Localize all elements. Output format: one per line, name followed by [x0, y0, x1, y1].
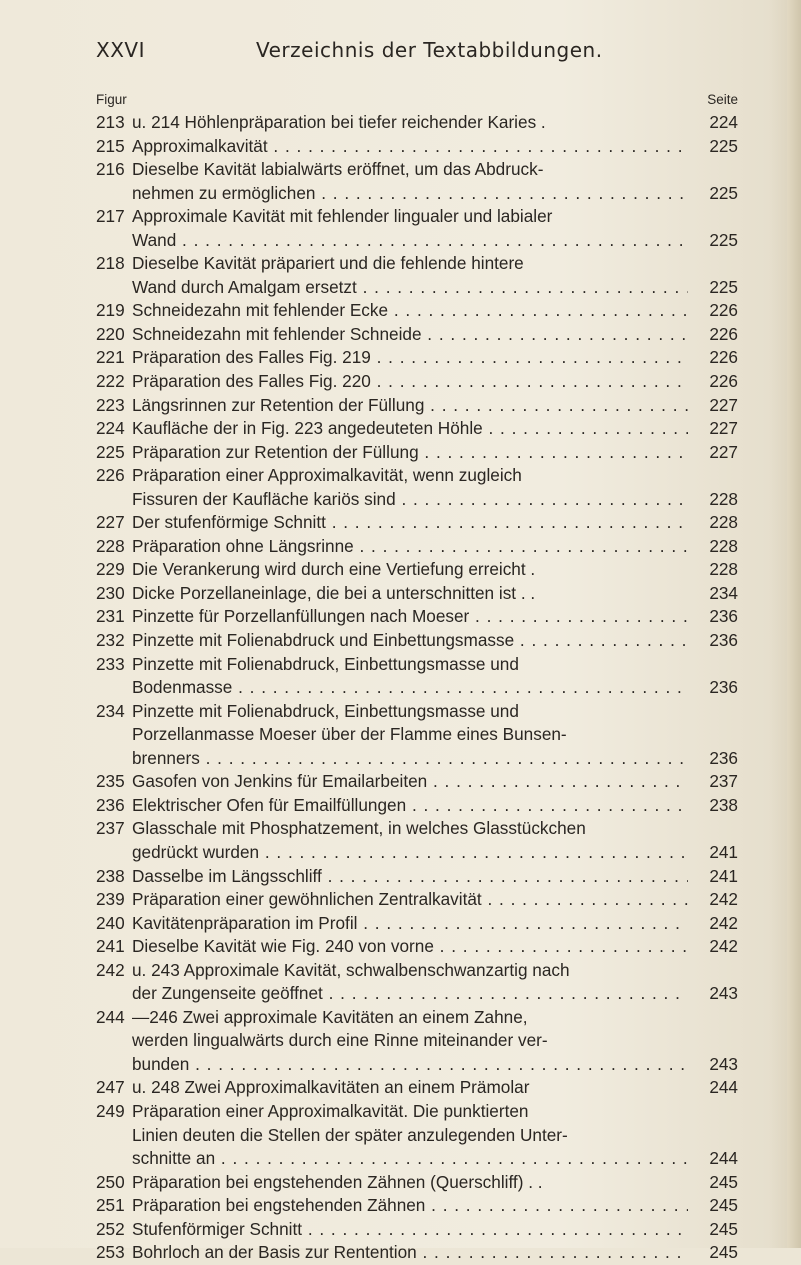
page-reference: 236 [709, 747, 738, 768]
figure-number: 228 [96, 535, 125, 556]
list-item [96, 158, 738, 205]
list-item [96, 1100, 738, 1171]
entry-line [96, 1006, 738, 1030]
figure-number: 247 [96, 1077, 125, 1098]
list-item [96, 959, 738, 1006]
entry-text: Wand durch Amalgam ersetzt . . . [132, 276, 688, 300]
entry-text: Die Verankerung wird durch eine Vertiefung erreicht . [132, 559, 536, 580]
column-header-page: Seite [707, 92, 738, 107]
entry-line [96, 629, 738, 653]
page-reference: 241 [709, 841, 738, 862]
entry-text: Präparation zur Retention der Füllung . . . [132, 441, 688, 465]
entry-line [96, 205, 738, 229]
list-item [96, 252, 738, 299]
entry-text: Bohrloch an der Basis zur Rentention . . . [132, 1241, 688, 1265]
figure-number: 231 [96, 606, 125, 627]
list-item [96, 299, 738, 323]
page-reference: 242 [709, 912, 738, 933]
page-reference: 245 [709, 1242, 738, 1263]
figure-number: 216 [96, 159, 125, 180]
page-reference: 236 [709, 630, 738, 651]
page-reference: 226 [709, 323, 738, 344]
entry-line [96, 582, 738, 606]
entry-line [96, 1171, 738, 1195]
list-item [96, 1218, 738, 1242]
entry-text: Glasschale mit Phosphatzement, in welches Glasstückchen [132, 818, 586, 839]
page-reference: 227 [709, 418, 738, 439]
entry-line [96, 135, 738, 159]
entry-text: brenners . . . [132, 747, 688, 771]
entry-text: bunden . . . [132, 1053, 688, 1077]
entry-text: Fissuren der Kaufläche kariös sind . . . [132, 488, 688, 512]
entry-text: gedrückt wurden . . . [132, 841, 688, 865]
entry-line [96, 111, 738, 135]
list-item [96, 558, 738, 582]
figure-list [96, 111, 738, 1265]
entry-line [96, 888, 738, 912]
entry-text: der Zungenseite geöffnet . . . [132, 982, 688, 1006]
entry-line [96, 1029, 738, 1053]
figure-number: 250 [96, 1171, 125, 1192]
figure-number: 224 [96, 418, 125, 439]
entry-line [96, 1124, 738, 1148]
entry-line [96, 323, 738, 347]
list-item [96, 417, 738, 441]
entry-text: Präparation einer Approximalkavität, wenn zugleich [132, 465, 522, 486]
entry-line [96, 770, 738, 794]
page-reference: 244 [709, 1148, 738, 1169]
page-reference: 236 [709, 606, 738, 627]
list-item [96, 888, 738, 912]
entry-text: Präparation bei engstehenden Zähnen (Querschliff) . . [132, 1171, 543, 1192]
page-reference: 241 [709, 865, 738, 886]
page-reference: 227 [709, 394, 738, 415]
figure-number: 229 [96, 559, 125, 580]
list-item [96, 794, 738, 818]
entry-text: Dasselbe im Längsschliff . . . [132, 865, 688, 889]
page-reference: 234 [709, 582, 738, 603]
entry-line [96, 511, 738, 535]
figure-number: 233 [96, 653, 125, 674]
figure-number: 223 [96, 394, 125, 415]
figure-number: 225 [96, 441, 125, 462]
entry-line [96, 488, 738, 512]
figure-number: 230 [96, 582, 125, 603]
entry-line [96, 1076, 738, 1100]
entry-line [96, 252, 738, 276]
entry-text: Präparation einer gewöhnlichen Zentralkavität . . . [132, 888, 688, 912]
figure-number: 253 [96, 1242, 125, 1263]
entry-text: Approximale Kavität mit fehlender lingualer und labialer [132, 206, 553, 227]
entry-line [96, 1194, 738, 1218]
list-item [96, 629, 738, 653]
figure-number: 240 [96, 912, 125, 933]
page-reference: 226 [709, 300, 738, 321]
list-item [96, 1241, 738, 1265]
entry-line [96, 299, 738, 323]
page-reference: 226 [709, 371, 738, 392]
entry-line [96, 417, 738, 441]
figure-number: 242 [96, 959, 125, 980]
list-item [96, 511, 738, 535]
list-item [96, 205, 738, 252]
page-reference: 245 [709, 1195, 738, 1216]
entry-text: Schneidezahn mit fehlender Ecke . . . [132, 299, 688, 323]
entry-line [96, 653, 738, 677]
list-item [96, 770, 738, 794]
entry-text: Wand . . . [132, 229, 688, 253]
running-title: Verzeichnis der Textabbildungen. [256, 38, 603, 62]
figure-number: 226 [96, 465, 125, 486]
figure-number: 227 [96, 512, 125, 533]
entry-text: Präparation ohne Längsrinne . . . [132, 535, 688, 559]
figure-number: 237 [96, 818, 125, 839]
entry-text: Präparation des Falles Fig. 219 . . . [132, 346, 688, 370]
entry-line [96, 935, 738, 959]
entry-text: Pinzette mit Folienabdruck, Einbettungsmasse und [132, 653, 519, 674]
entry-line [96, 1100, 738, 1124]
entry-line [96, 794, 738, 818]
list-item [96, 1076, 738, 1100]
entry-line [96, 394, 738, 418]
entry-line [96, 865, 738, 889]
list-item [96, 370, 738, 394]
page-reference: 225 [709, 135, 738, 156]
entry-text: Der stufenförmige Schnitt . . . [132, 511, 688, 535]
list-item [96, 700, 738, 771]
entry-line [96, 1147, 738, 1171]
entry-text: Elektrischer Ofen für Emailfüllungen . . . [132, 794, 688, 818]
list-item [96, 441, 738, 465]
list-item [96, 582, 738, 606]
figure-number: 221 [96, 347, 125, 368]
entry-text: Porzellanmasse Moeser über der Flamme eines Bunsen- [132, 724, 567, 745]
entry-line [96, 1241, 738, 1265]
column-header-figure: Figur [96, 92, 127, 107]
entry-line [96, 959, 738, 983]
page-header [96, 38, 716, 78]
page-edge-shadow [787, 0, 801, 1248]
entry-text: Pinzette für Porzellanfüllungen nach Moeser . . . [132, 605, 688, 629]
figure-number: 235 [96, 771, 125, 792]
entry-text: werden lingualwärts durch eine Rinne miteinander ver- [132, 1030, 548, 1051]
page-reference: 245 [709, 1218, 738, 1239]
entry-text: Präparation einer Approximalkavität. Die punktierten [132, 1100, 529, 1121]
figure-number: 238 [96, 865, 125, 886]
list-item [96, 111, 738, 135]
figure-number: 219 [96, 300, 125, 321]
entry-line [96, 1218, 738, 1242]
list-item [96, 912, 738, 936]
figure-number: 241 [96, 936, 125, 957]
entry-text: Pinzette mit Folienabdruck und Einbettungsmasse . . . [132, 629, 688, 653]
figure-number: 239 [96, 889, 125, 910]
entry-line [96, 700, 738, 724]
list-item [96, 135, 738, 159]
list-item [96, 865, 738, 889]
entry-text: Gasofen von Jenkins für Emailarbeiten . . . [132, 770, 688, 794]
entry-line [96, 982, 738, 1006]
entry-text: Präparation des Falles Fig. 220 . . . [132, 370, 688, 394]
entry-line [96, 346, 738, 370]
list-item [96, 323, 738, 347]
page-reference: 227 [709, 441, 738, 462]
entry-text: Dieselbe Kavität labialwärts eröffnet, um das Abdruck- [132, 159, 544, 180]
page-reference: 228 [709, 488, 738, 509]
entry-text: Präparation bei engstehenden Zähnen . . . [132, 1194, 688, 1218]
entry-line [96, 723, 738, 747]
entry-line [96, 158, 738, 182]
list-item [96, 653, 738, 700]
entry-line [96, 817, 738, 841]
page-reference: 225 [709, 229, 738, 250]
page-reference: 228 [709, 559, 738, 580]
entry-line [96, 370, 738, 394]
entry-text: Stufenförmiger Schnitt . . . [132, 1218, 688, 1242]
page-reference: 228 [709, 512, 738, 533]
page-number: XXVI [96, 38, 145, 62]
figure-number: 217 [96, 206, 125, 227]
entry-line [96, 747, 738, 771]
figure-number: 236 [96, 794, 125, 815]
figure-number: 220 [96, 323, 125, 344]
figure-number: 215 [96, 135, 125, 156]
page-reference: 225 [709, 276, 738, 297]
entry-text: Approximalkavität . . . [132, 135, 688, 159]
entry-text: Bodenmasse . . . [132, 676, 688, 700]
entry-line [96, 464, 738, 488]
entry-line [96, 1053, 738, 1077]
page-reference: 225 [709, 182, 738, 203]
list-item [96, 1006, 738, 1077]
page-reference: 237 [709, 771, 738, 792]
page-reference: 242 [709, 889, 738, 910]
entry-text: Pinzette mit Folienabdruck, Einbettungsmasse und [132, 700, 519, 721]
page-reference: 243 [709, 1053, 738, 1074]
page-reference: 226 [709, 347, 738, 368]
figure-number: 244 [96, 1006, 125, 1027]
entry-text: —246 Zwei approximale Kavitäten an einem Zahne, [132, 1006, 528, 1027]
entry-line [96, 535, 738, 559]
entry-text: Kavitätenpräparation im Profil . . . [132, 912, 688, 936]
entry-text: nehmen zu ermöglichen . . . [132, 182, 688, 206]
entry-text: u. 243 Approximale Kavität, schwalbenschwanzartig nach [132, 959, 570, 980]
entry-line [96, 912, 738, 936]
entry-line [96, 605, 738, 629]
page-reference: 245 [709, 1171, 738, 1192]
entry-text: Längsrinnen zur Retention der Füllung . . . [132, 394, 688, 418]
entry-line [96, 841, 738, 865]
figure-number: 222 [96, 371, 125, 392]
list-item [96, 935, 738, 959]
page-reference: 228 [709, 535, 738, 556]
entry-text: Dicke Porzellaneinlage, die bei a unterschnitten ist . . [132, 582, 536, 603]
entry-text: u. 214 Höhlenpräparation bei tiefer reichender Karies . [132, 112, 546, 132]
page-reference: 242 [709, 936, 738, 957]
entry-line [96, 229, 738, 253]
figure-number: 251 [96, 1195, 125, 1216]
list-item [96, 394, 738, 418]
figure-number: 252 [96, 1218, 125, 1239]
figure-number: 249 [96, 1100, 125, 1121]
page-reference: 236 [709, 677, 738, 698]
figure-number: 213 [96, 112, 125, 132]
column-headers [96, 92, 738, 110]
page-reference: 224 [709, 112, 738, 132]
entry-line [96, 182, 738, 206]
entry-text: u. 248 Zwei Approximalkavitäten an einem Prämolar [132, 1077, 530, 1098]
page-reference: 238 [709, 794, 738, 815]
list-item [96, 605, 738, 629]
entry-text: Kaufläche der in Fig. 223 angedeuteten Höhle . . . [132, 417, 688, 441]
entry-line [96, 676, 738, 700]
list-item [96, 464, 738, 511]
entry-text: Dieselbe Kavität präpariert und die fehlende hintere [132, 253, 524, 274]
list-item [96, 346, 738, 370]
entry-text: Schneidezahn mit fehlender Schneide . . . [132, 323, 688, 347]
list-item [96, 1171, 738, 1195]
entry-text: schnitte an . . . [132, 1147, 688, 1171]
entry-line [96, 441, 738, 465]
figure-number: 234 [96, 700, 125, 721]
list-item [96, 1194, 738, 1218]
entry-text: Dieselbe Kavität wie Fig. 240 von vorne . . . [132, 935, 688, 959]
entry-line [96, 558, 738, 582]
page-reference: 243 [709, 983, 738, 1004]
entry-line [96, 276, 738, 300]
figure-number: 232 [96, 630, 125, 651]
list-item [96, 817, 738, 864]
list-item [96, 535, 738, 559]
entry-text: Linien deuten die Stellen der später anzulegenden Unter- [132, 1124, 568, 1145]
page-reference: 244 [709, 1077, 738, 1098]
figure-number: 218 [96, 253, 125, 274]
